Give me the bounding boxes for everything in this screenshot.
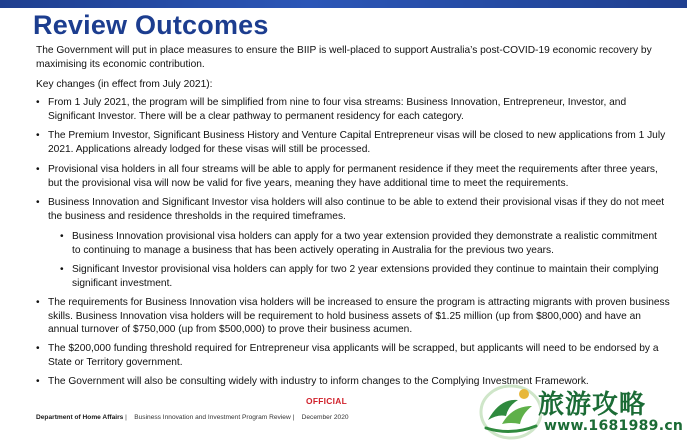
list-item-text: The Premium Investor, Significant Business History and Venture Capital Entrepreneur visas will be closed to new applications from 1 July 2021. Applications already lodged for these visas will still be processed. — [48, 130, 666, 155]
bullet-icon: • — [60, 231, 64, 242]
footer-department: Department of Home Affairs — [36, 414, 124, 421]
intro-paragraph: The Government will put in place measures to ensure the BIIP is well-placed to support Australia’s post-COVID-19 economic recovery by maximising its economic contribution. — [36, 45, 652, 70]
classification-label: OFFICIAL — [306, 396, 348, 406]
list-item-text: From 1 July 2021, the program will be simplified from nine to four visa streams: Business Innovation, Entrepreneur, Investor, and Significant Investor. There will be a clear pathway to permanent residency for each category. — [48, 97, 627, 122]
bullet-icon: • — [36, 97, 40, 108]
footer-date: December 2020 — [301, 414, 349, 421]
list-item-text: Business Innovation and Significant Investor visa holders will also continue to be able to extend their provisional visas if they do not meet the business and residence thresholds in the required timeframes. — [48, 197, 665, 222]
watermark-url: www.1681989.cn — [544, 418, 684, 434]
bullet-icon: • — [36, 297, 40, 308]
sub-list-item-text: Business Innovation provisional visa holders can apply for a two year extension provided they demonstrate a realistic commitment to continuing to manage a business that has been actively operating in Australia for the previous two years. — [72, 231, 657, 256]
header-bar — [0, 0, 687, 8]
list-item-text: Provisional visa holders in all four streams will be able to apply for permanent residence if they meet the requirements after three years, but the provisional visa will now be valid for five years, meaning they have additional time to meet the requirements. — [48, 164, 658, 189]
bullet-icon: • — [36, 130, 40, 141]
page-title: Review Outcomes — [33, 10, 269, 40]
list-item-text: The Government will also be consulting widely with industry to inform changes to the Complying Investment Framework. — [48, 376, 589, 387]
sub-list-item-text: Significant Investor provisional visa holders can apply for two 2 year extensions provided they continue to maintain their complying significant investment. — [72, 264, 659, 289]
watermark-logo-icon — [478, 380, 544, 442]
key-changes-heading: Key changes (in effect from July 2021): — [36, 79, 213, 90]
bullet-icon: • — [36, 197, 40, 208]
footer-separator: | — [292, 414, 295, 421]
watermark-text: 旅游攻略 — [538, 390, 647, 420]
footer-separator: | — [125, 414, 127, 421]
footer-program: Business Innovation and Investment Program Review — [134, 414, 291, 421]
list-item-text: The requirements for Business Innovation visa holders will be increased to ensure the program is attracting migrants with proven business skills. Business Innovation visa holders will be requirement to hold business assets of $1.25 million (up from $800,000) and have an annual turnover of $750,000 (up from $500,000) to prove their business acumen. — [48, 297, 670, 335]
bullet-icon: • — [60, 264, 64, 275]
page-footer — [36, 414, 349, 421]
bullet-icon: • — [36, 164, 40, 175]
bullet-icon: • — [36, 376, 40, 387]
list-item-text: The $200,000 funding threshold required for Entrepreneur visa applicants will be scrapped, but applicants will need to be endorsed by a State or Territory government. — [48, 343, 659, 368]
bullet-icon: • — [36, 343, 40, 354]
watermark — [478, 378, 687, 443]
